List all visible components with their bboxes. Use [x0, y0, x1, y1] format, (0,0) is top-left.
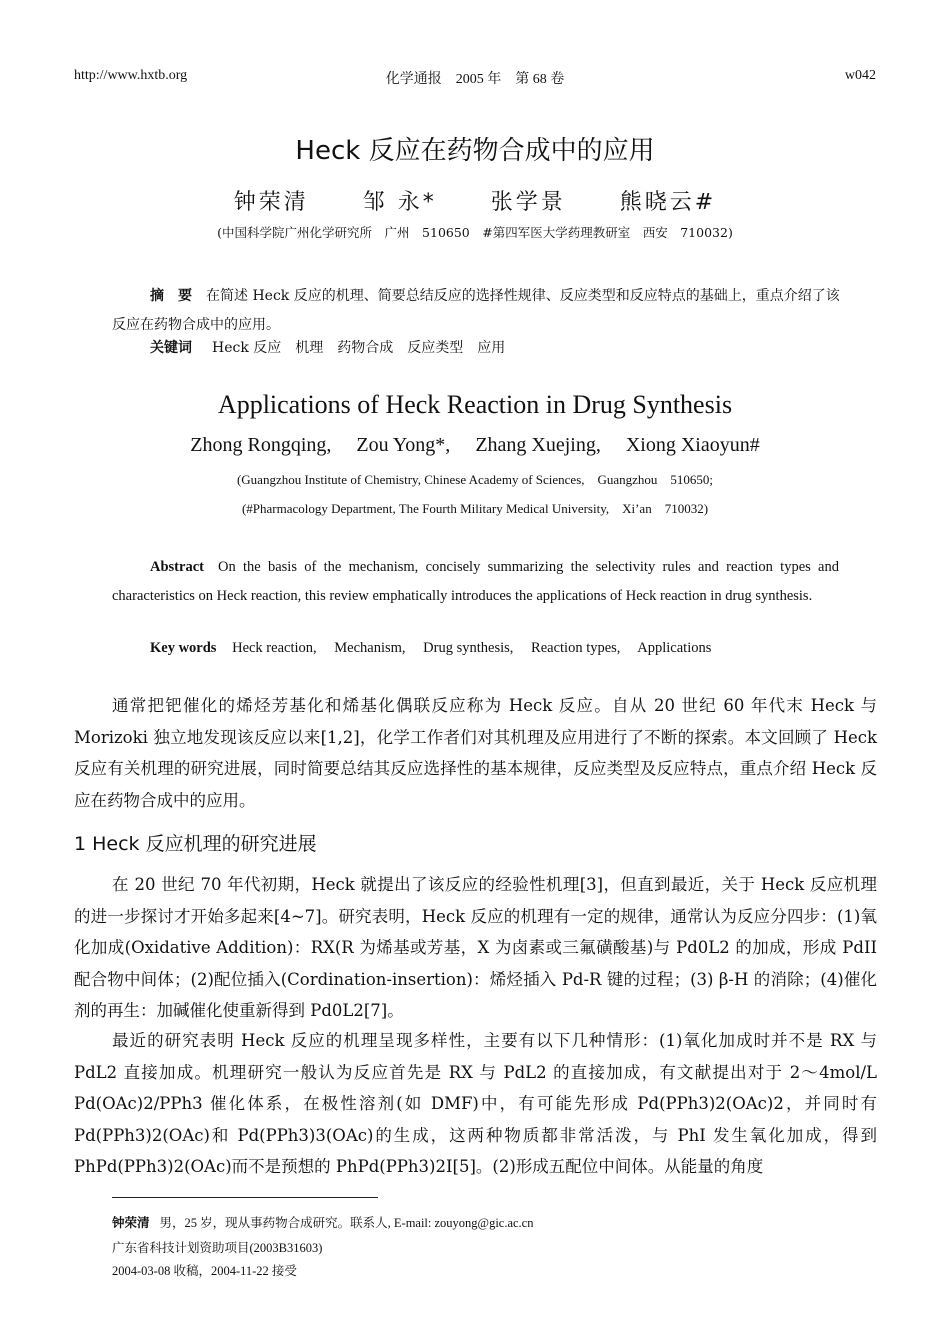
- affiliation-chinese: (中国科学院广州化学研究所 广州 510650 #第四军医大学药理教研室 西安 710032): [217, 225, 733, 240]
- keywords-cn-label: 关键词: [150, 340, 192, 356]
- affiliation-english-2: (#Pharmacology Department, The Fourth Military Medical University, Xi’an 710032): [241, 501, 709, 516]
- keywords-chinese: [150, 337, 505, 357]
- running-header: [74, 68, 876, 90]
- keywords-english: [150, 640, 725, 657]
- author-cn: 邹 永*: [362, 190, 437, 215]
- abstract-chinese: [112, 282, 842, 340]
- author-cn: 张学景: [490, 190, 566, 215]
- author-cn: 熊晓云#: [619, 190, 717, 215]
- keywords-cn-text: Heck 反应 机理 药物合成 反应类型 应用: [212, 340, 506, 356]
- journal-url[interactable]: http://www.hxtb.org: [74, 68, 188, 83]
- author-en: Xiong Xiaoyun#: [625, 434, 760, 456]
- title-english: Applications of Heck Reaction in Drug Synthesis: [217, 390, 733, 419]
- abstract-en-text: On the basis of the mechanism, concisely summarizing the selectivity rules and reaction types and characteristics on Heck reaction, this review emphatically introduces the applications of Heck reaction in drug synthesis.: [112, 559, 839, 604]
- footnote-funding: 广东省科技计划资助项目(2003B31603): [112, 1241, 323, 1255]
- footnote-author-name: 钟荣清: [112, 1216, 150, 1230]
- section-heading: 1 Heck 反应机理的研究进展: [74, 833, 317, 855]
- abstract-english: [112, 553, 839, 610]
- title-chinese: Heck 反应在药物合成中的应用: [295, 136, 655, 166]
- author-en: Zou Yong*,: [356, 434, 451, 456]
- body-paragraph: 在 20 世纪 70 年代初期，Heck 就提出了该反应的经验性机理[3]，但直到最近，关于 Heck 反应机理的进一步探讨才开始多起来[4~7]。研究表明，Heck 反应的机理有一定的规律，通常认为反应分四步：(1)氧化加成(Oxidative Addition)：RX(R 为烯基或芳基，X 为卤素或三氟磺酸基)与 Pd0L2 的加成，形成 PdII 配合物中间体；(2)配位插入(Cordination-insertion)：烯烃插入 Pd-R 键的过程；(3) β-H 的消除；(4)催化剂的再生：加碱催化使重新得到 Pd0L2[7]。: [74, 875, 877, 1020]
- footnote-author: [112, 1213, 533, 1231]
- author-en: Zhong Rongqing,: [190, 434, 332, 456]
- keyword-en: Heck reaction,: [232, 640, 317, 656]
- authors-english: [0, 434, 950, 457]
- keyword-en: Drug synthesis,: [423, 640, 514, 656]
- author-en: Zhang Xuejing,: [475, 434, 601, 456]
- abstract-cn-text: 在简述 Heck 反应的机理、简要总结反应的选择性规律、反应类型和反应特点的基础上，重点介绍了该反应在药物合成中的应用。: [112, 288, 840, 333]
- footnote-author-info: 男，25 岁，现从事药物合成研究。联系人, E-mail: zouyong@gic.ac.cn: [159, 1216, 534, 1230]
- article-code: w042: [844, 68, 876, 83]
- affiliation-english-1: (Guangzhou Institute of Chemistry, Chinese Academy of Sciences, Guangzhou 510650;: [236, 472, 714, 487]
- intro-paragraph: 通常把钯催化的烯烃芳基化和烯基化偶联反应称为 Heck 反应。自从 20 世纪 60 年代末 Heck 与 Morizoki 独立地发现该反应以来[1,2]，化学工作者们对其机理及应用进行了不断的探索。本文回顾了 Heck 反应有关机理的研究进展，同时简要总结其反应选择性的基本规律，反应类型及反应特点，重点介绍 Heck 反应在药物合成中的应用。: [74, 696, 877, 810]
- keywords-en-label: Key words: [150, 640, 217, 656]
- keyword-en: Mechanism,: [334, 640, 406, 656]
- abstract-cn-label: 摘 要: [150, 288, 192, 304]
- authors-chinese: [0, 185, 950, 216]
- body-paragraph: 最近的研究表明 Heck 反应的机理呈现多样性，主要有以下几种情形：(1)氧化加成时并不是 RX 与 PdL2 直接加成。机理研究一般认为反应首先是 RX 与 PdL2 的直接加成，有文献提出对于 2～4mol/L Pd(OAc)2/PPh3 催化体系，在极性溶剂(如 DMF)中，有可能先形成 Pd(PPh3)2(OAc)2，并同时有 Pd(PPh3)2(OAc)和 Pd(PPh3)3(OAc)的生成，这两种物质都非常活泼，与 PhI 发生氧化加成，得到 PhPd(PPh3)2(OAc)而不是预想的 PhPd(PPh3)2I[5]。(2)形成五配位中间体。从能量的角度: [74, 1031, 877, 1176]
- keyword-en: Applications: [637, 640, 712, 656]
- abstract-en-label: Abstract: [150, 559, 204, 575]
- keyword-en: Reaction types,: [531, 640, 621, 656]
- footnote-divider: [112, 1197, 378, 1198]
- footnote-dates: 2004-03-08 收稿，2004-11-22 接受: [112, 1264, 297, 1278]
- author-cn: 钟荣清: [233, 190, 309, 215]
- journal-issue: 化学通报 2005 年 第 68 卷: [385, 72, 565, 87]
